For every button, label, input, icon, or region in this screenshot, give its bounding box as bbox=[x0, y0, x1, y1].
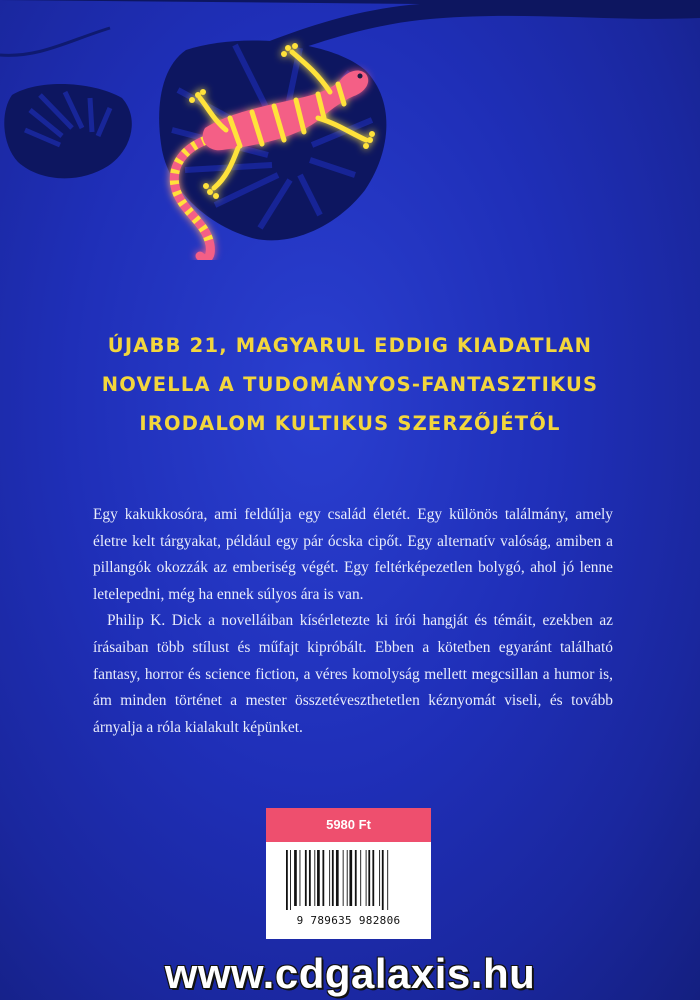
barcode-bar bbox=[314, 850, 315, 906]
barcode-bar bbox=[372, 850, 374, 906]
price-label: 5980 Ft bbox=[266, 808, 431, 842]
barcode-bar bbox=[300, 850, 301, 906]
blurb-paragraph-2: Philip K. Dick a novelláiban kísérletezte ki írói hangját és témáit, ezekben az írásaiban több stílust és műfajt kipróbált. Ebben a kötetben egyaránt található fantasy, horror és science fiction, a véres komolyság mellett megcsillan a humor is, ám minden történet a mester összetéveszthetetlen kéznyomát viseli, és tovább árnyalja a róla kialakult képünket. bbox=[93, 612, 613, 736]
barcode-bar bbox=[355, 850, 357, 906]
barcode-bar bbox=[349, 850, 352, 906]
vine-left bbox=[0, 28, 110, 55]
headline bbox=[0, 326, 700, 443]
price-sticker bbox=[266, 808, 431, 939]
barcode-bar bbox=[379, 850, 380, 906]
barcode-bar bbox=[322, 850, 324, 906]
barcode-bar bbox=[382, 850, 384, 910]
barcode-bar bbox=[309, 850, 311, 906]
isbn-number: 9 789635 982806 bbox=[296, 914, 401, 927]
barcode-bar bbox=[343, 850, 344, 906]
gecko-on-leaves-icon bbox=[0, 0, 700, 260]
barcode-bar bbox=[290, 850, 291, 910]
barcode-bar bbox=[366, 850, 367, 906]
headline-line-3: IRODALOM KULTIKUS SZERZŐJÉTŐL bbox=[139, 412, 561, 435]
barcode-bar bbox=[360, 850, 361, 906]
blurb-paragraph-1: Egy kakukkosóra, ami feldúlja egy család életét. Egy különös találmány, amely életre kelt tárgyakat, például egy pár ócska cipőt. Egy alternatív valóság, amiben a pillangók okozzák az emberiség végét. Egy feltérképezetlen bolygó, ahol jó lenne letelepedni, még ha ennek súlyos ára is van. bbox=[93, 506, 613, 603]
barcode-bar bbox=[305, 850, 307, 906]
barcode-bar bbox=[387, 850, 388, 910]
barcode-bar bbox=[317, 850, 320, 906]
headline-line-1: ÚJABB 21, MAGYARUL EDDIG KIADATLAN bbox=[107, 334, 593, 357]
barcode-bar bbox=[329, 850, 330, 906]
barcode-bar bbox=[286, 850, 288, 910]
headline-line-2: NOVELLA A TUDOMÁNYOS-FANTASZTIKUS bbox=[101, 373, 599, 396]
blurb bbox=[93, 502, 613, 741]
barcode-bar bbox=[294, 850, 297, 906]
barcode-bar bbox=[336, 850, 339, 906]
watermark: www.cdgalaxis.hu bbox=[164, 950, 536, 997]
barcode-bar bbox=[368, 850, 370, 906]
barcode-bar bbox=[347, 850, 348, 906]
barcode-bar bbox=[332, 850, 334, 906]
barcode bbox=[284, 850, 414, 910]
